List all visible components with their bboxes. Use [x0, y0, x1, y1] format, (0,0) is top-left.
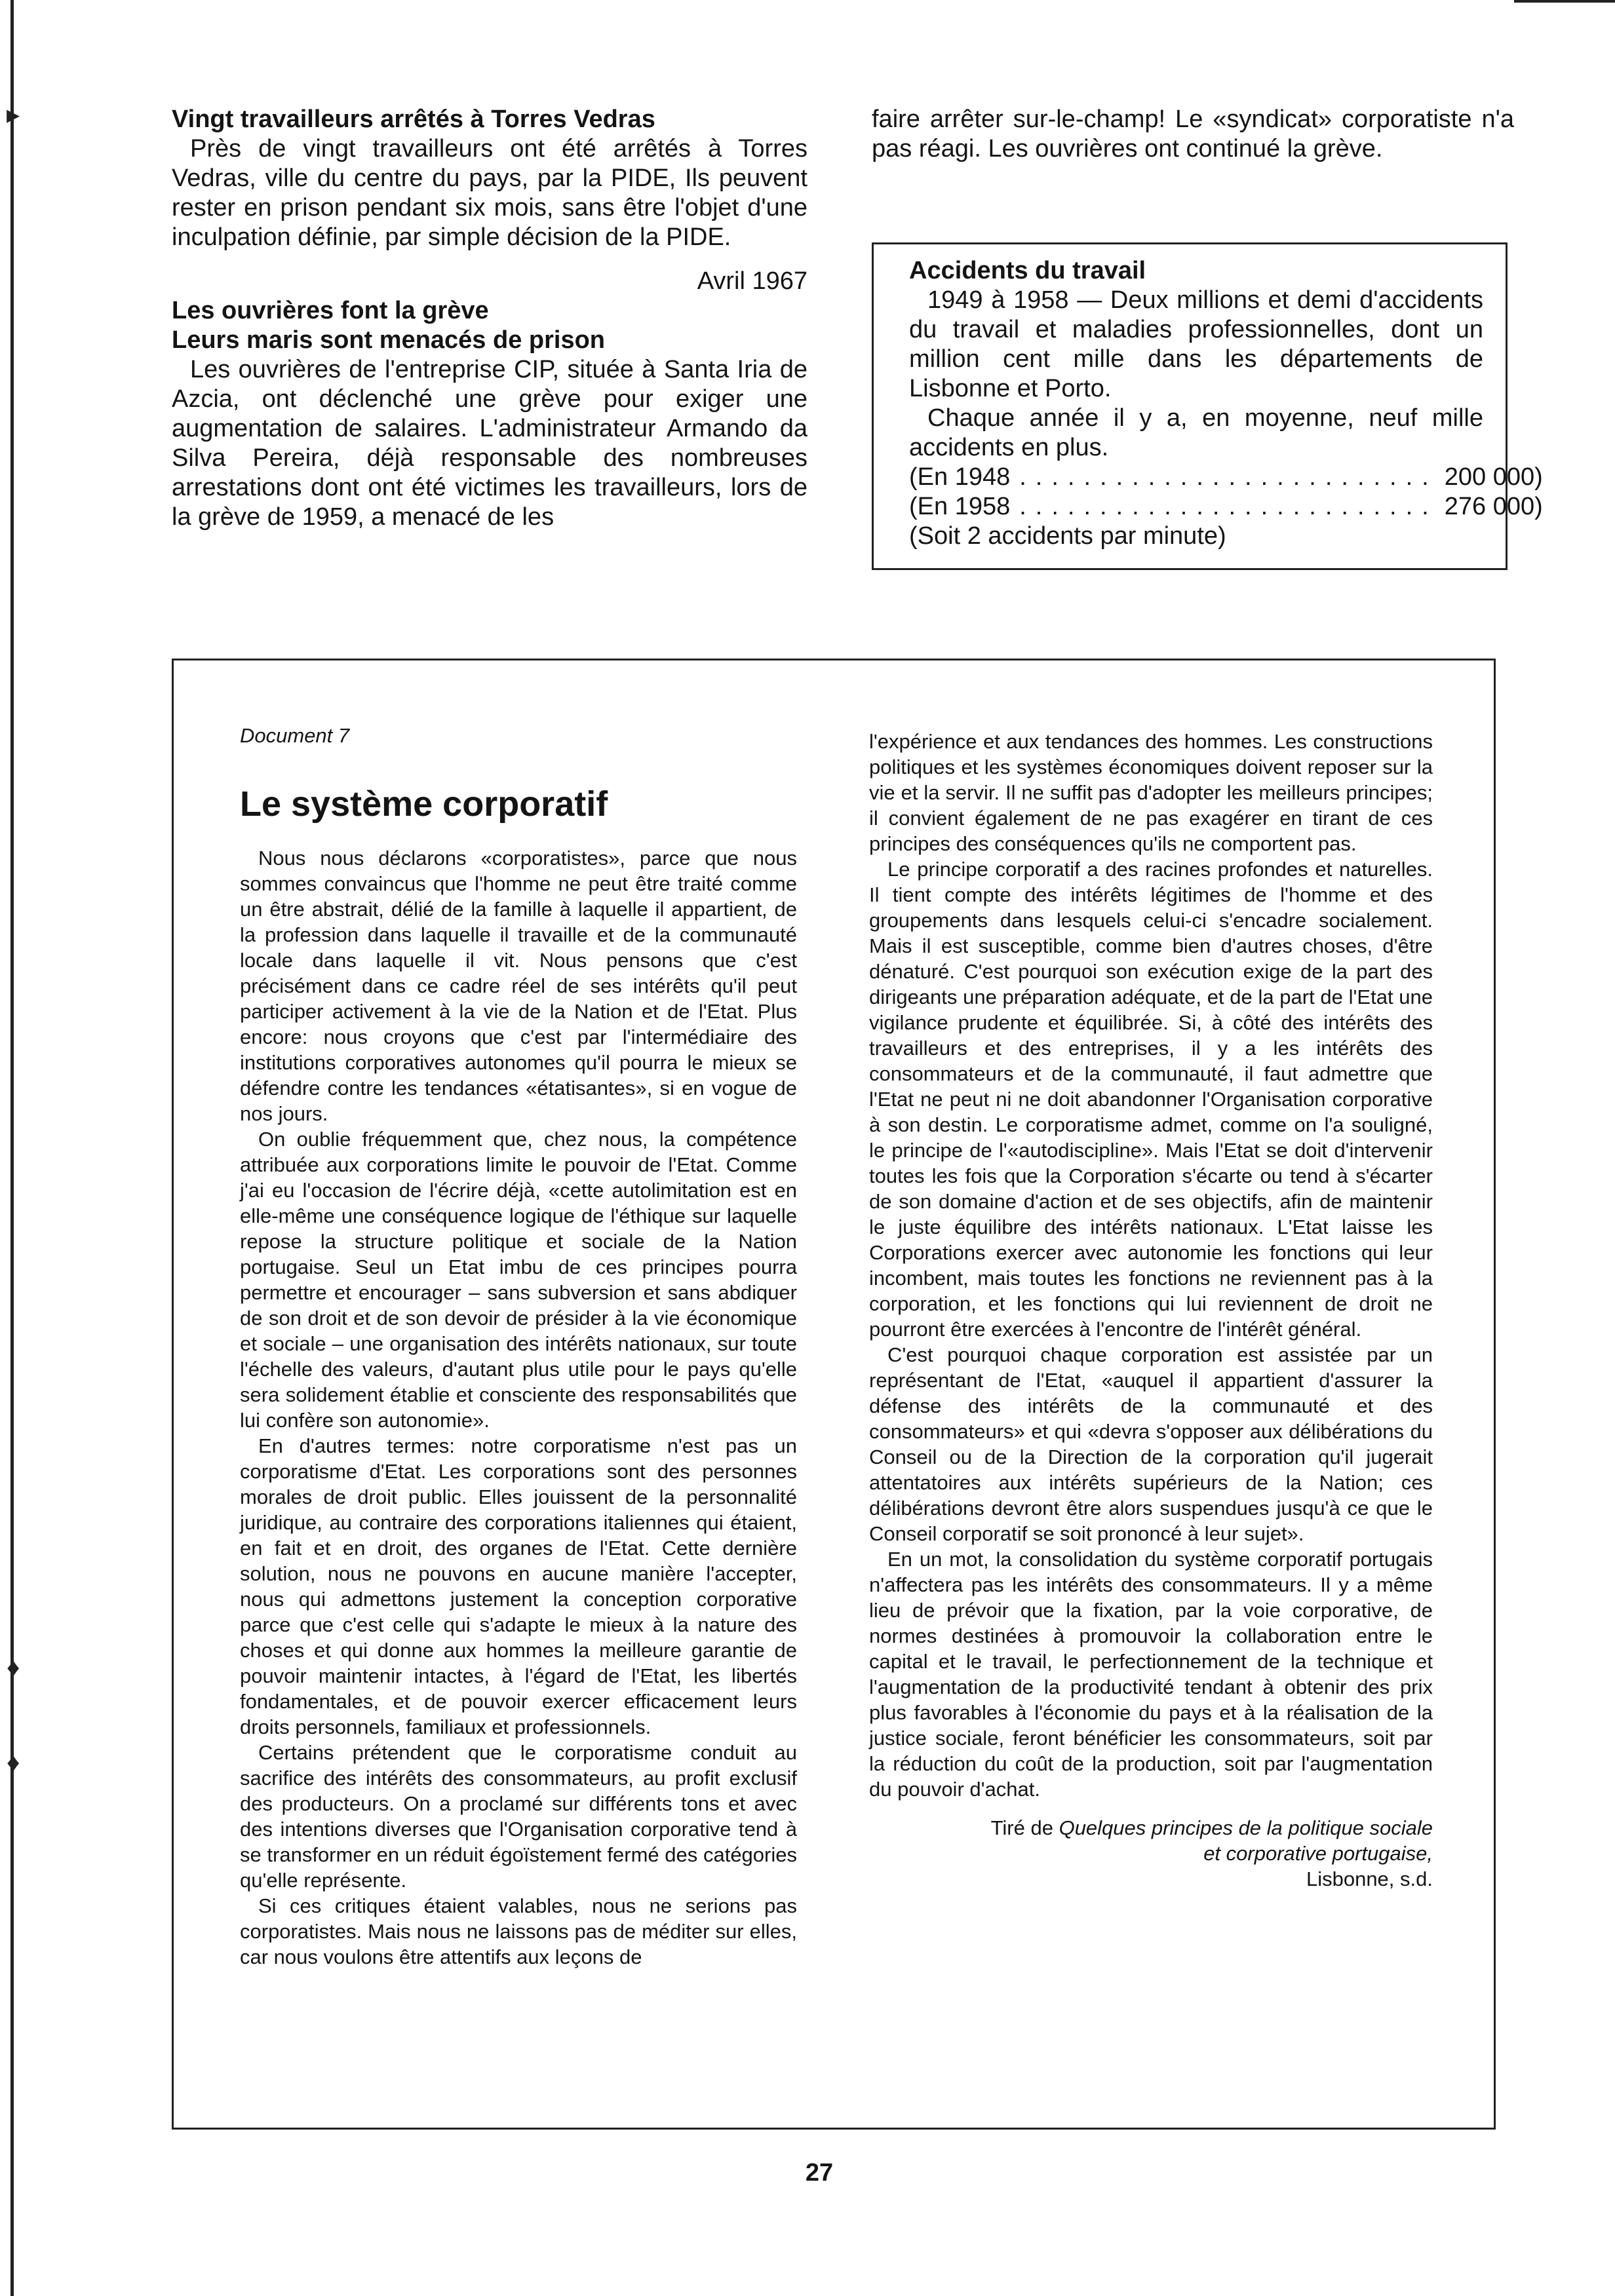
document-paragraph: Le principe corporatif a des racines profondes et naturelles. Il tient compte des intérêts légitimes de l'homme et des groupements dans lesquels celui-ci s'encadre socialement. Mais il est susceptible, comme bien d'autres choses, d'être dénaturé. C'est pourquoi son exécution exige de la part des dirigeants une préparation adéquate, et de la part de l'Etat une vigilance prudente et équilibrée. Si, à côté des intérêts des travailleurs et des entreprises, il y a les intérêts des consommateurs et de la communauté, il faut admettre que l'Etat ne peut ni ne doit abandonner l'Organisation corporative à son destin. Le corporatisme admet, comme on l'a souligné, le principe de l'«autodiscipline». Mais l'Etat se doit d'intervenir toutes les fois que la Corporation s'écarte ou tend à s'écarter de son domaine d'action et de ses objectifs, afin de maintenir le juste équilibre des intérêts nationaux. L'Etat laisse les Corporations exercer avec autonomie les fonctions qui leur incombent, mais toutes les fonctions ne reviennent pas à la corporation, et les fonctions qui lui reviennent de droit ne pourront être exercées à l'encontre de l'intérêt général.: [869, 858, 1433, 1341]
page-number: 27: [805, 2159, 834, 2187]
source-title-1: Quelques principes de la politique sociale: [1059, 1816, 1433, 1839]
paragraph-greve-continued: faire arrêter sur-le-champ! Le «syndicat» corporatiste n'a pas réagi. Les ouvrières ont continué la grève.: [872, 105, 1514, 163]
document-paragraph: On oublie fréquemment que, chez nous, la compétence attribuée aux corporations limite le pouvoir de l'Etat. Comme j'ai eu l'occasion de l'écrire déjà, «cette autolimitation est en elle-même une conséquence logique de l'éthique sur laquelle repose la structure politique et sociale de la Nation portugaise. Seul un Etat imbu de ces principes pourra permettre et encourager – sans subversion et sans abdiquer de son droit et de son devoir de présider à la vie économique et sociale – une organisation des intérêts nationaux, sur toute l'échelle des valeurs, d'autant plus utile pour le pays qu'elle sera solidement établie et consciente des responsabilités que lui confère son autonomie».: [240, 1128, 797, 1432]
source-line-2: [869, 1841, 1433, 1866]
paragraph-torres-vedras: Près de vingt travailleurs ont été arrêtés à Torres Vedras, ville du centre du pays, par la PIDE, Ils peuvent rester en prison pendant six mois, sans être l'objet d'une inculpation définie, par simple décision de la PIDE.: [172, 135, 808, 251]
row-value: 200 000): [1444, 463, 1543, 491]
row-label: (En 1948: [909, 463, 1011, 491]
document-right-column: [869, 729, 1433, 1892]
document-label: Document 7: [240, 724, 350, 747]
document-paragraph: C'est pourquoi chaque corporation est assistée par un représentant de l'Etat, «auquel il appartient d'assurer la défense des intérêts de la communauté et des consommateurs» et qui «devra s'opposer aux délibérations du Conseil ou de la Direction de la corporation qu'il jugerait attentatoires aux intérêts supérieurs de la Nation; ces délibérations devront être alors suspendues jusqu'à ce que le Conseil corporatif se soit prononcé à leur sujet».: [869, 1343, 1433, 1545]
accidents-row-1958: [909, 492, 1543, 522]
source-title-2: et corporative portugaise,: [1203, 1842, 1433, 1865]
accidents-box: [872, 242, 1543, 570]
leader-dots: ..........................: [1019, 463, 1438, 491]
document-paragraph: En un mot, la consolidation du système corporatif portugais n'affectera pas les intérêts des consommateurs. Il y a même lieu de prévoir que la fixation, par la voie corporative, de normes destinées à promouvoir la collaboration entre le capital et le travail, le perfectionnement de la technique et l'augmentation de la productivité tendant à obtenir des prix plus favorables à l'économie du pays et à la réalisation de la justice sociale, feront bénéficier les consommateurs, soit par la réduction du coût de la production, soit par l'augmentation du pouvoir d'achat.: [869, 1548, 1433, 1801]
leader-dots: ..........................: [1019, 493, 1438, 520]
scan-diamond-mark: ♦: [7, 1748, 20, 1777]
scan-arrow-mark: ▸: [7, 100, 20, 129]
source-line-1: [869, 1815, 1433, 1841]
row-value: 276 000): [1444, 493, 1543, 520]
scan-diamond-mark: ♦: [7, 1653, 20, 1682]
heading-greve-line2: Leurs maris sont menacés de prison: [172, 326, 606, 354]
scan-edge-top: [1514, 0, 1615, 3]
accidents-row-1948: [909, 463, 1543, 492]
source-prefix: Tiré de: [990, 1816, 1053, 1839]
document-title: Le système corporatif: [240, 784, 608, 824]
accidents-paragraph-1: 1949 à 1958 — Deux millions et demi d'accidents du travail et maladies professionnelles, dont un million cent mille dans les départements de Lisbonne et Porto.: [909, 286, 1483, 402]
document-paragraph: En d'autres termes: notre corporatisme n'est pas un corporatisme d'Etat. Les corporations sont des personnes morales de droit public. Elles jouissent de la personnalité juridique, au contraire des corporations italiennes qui étaient, en fait et en droit, des organes de l'Etat. Cette dernière solution, nous ne pouvons en aucune manière l'accepter, nous qui admettons justement la conception corporative parce que c'est celle qui s'adapte le mieux à la nature des choses et qui donne aux hommes la meilleure garantie de pouvoir maintenir intactes, à l'égard de l'Etat, les libertés fondamentales, et de pouvoir exercer efficacement leurs droits personnels, familiaux et professionnels.: [240, 1434, 797, 1738]
scan-edge-left: [10, 0, 14, 2296]
accidents-paragraph-2: Chaque année il y a, en moyenne, neuf mille accidents en plus.: [909, 404, 1483, 461]
heading-greve-line1: Les ouvrières font la grève: [172, 297, 489, 324]
row-label: (En 1958: [909, 493, 1011, 520]
document-paragraph: Nous nous déclarons «corporatistes», parce que nous sommes convaincus que l'homme ne peut être traité comme un être abstrait, délié de la famille à laquelle il appartient, de la profession dans laquelle il travaille et de la communauté locale dans laquelle il vit. Nous pensons que c'est précisément dans ce cadre réel de ses intérêts qu'il peut participer activement à la vie de la Nation et de l'Etat. Plus encore: nous croyons que c'est par l'intermédiaire des institutions corporatives autonomes qu'il pourra le mieux se défendre contre les tendances «étatisantes», si en vogue de nos jours.: [240, 847, 797, 1125]
source-citation: [869, 1815, 1433, 1892]
heading-torres-vedras: Vingt travailleurs arrêtés à Torres Vedras: [172, 105, 655, 133]
top-left-column: [172, 105, 808, 532]
document-paragraph: l'expérience et aux tendances des hommes. Les constructions politiques et les systèmes économiques doivent reposer sur la vie et la servir. Il ne suffit pas d'adopter les meilleurs principes; il convient également de ne pas exagérer en tirant de ces principes des conséquences qu'ils ne comportent pas.: [869, 730, 1433, 855]
top-right-column: [872, 105, 1514, 164]
paragraph-greve: Les ouvrières de l'entreprise CIP, située à Santa Iria de Azcia, ont déclenché une grève pour exiger une augmentation de salaires. L'administrateur Armando da Silva Pereira, déjà responsable des nombreuses arrestations dont ont été victimes les travailleurs, lors de la grève de 1959, a menacé de les: [172, 356, 808, 531]
source-place: Lisbonne, s.d.: [1306, 1867, 1433, 1890]
date-line: Avril 1967: [697, 267, 808, 295]
document-paragraph: Certains prétendent que le corporatisme conduit au sacrifice des intérêts des consommateurs, au profit exclusif des producteurs. On a proclamé sur différents tons et avec des intentions diverses que l'Organisation corporative tend à se transformer en un réduit égoïstement fermé des catégories qu'elle représente.: [240, 1741, 797, 1892]
document-left-column: [240, 845, 797, 1970]
accidents-note: (Soit 2 accidents par minute): [909, 522, 1226, 550]
document-paragraph: Si ces critiques étaient valables, nous ne serions pas corporatistes. Mais nous ne laissons pas de méditer sur elles, car nous voulons être attentifs aux leçons de: [240, 1894, 797, 1968]
accidents-title: Accidents du travail: [909, 257, 1146, 284]
